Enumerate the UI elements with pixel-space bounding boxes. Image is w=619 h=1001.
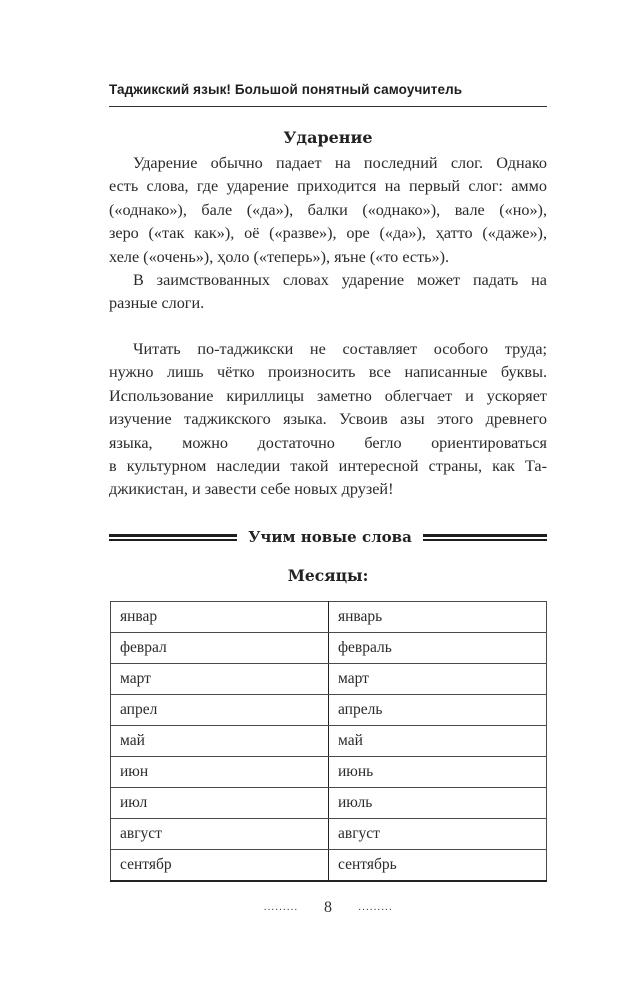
tajik-word: март xyxy=(111,664,329,695)
subsection-title: Месяцы: xyxy=(287,566,369,585)
section-divider xyxy=(109,525,547,549)
table-row xyxy=(111,850,547,882)
table-row xyxy=(111,819,547,850)
page-number: 8 xyxy=(324,899,332,916)
tajik-word: июл xyxy=(111,788,329,819)
russian-word: август xyxy=(329,819,547,850)
text-line: В заимствованных словах ударение может падать на xyxy=(133,271,547,289)
table-row xyxy=(111,695,547,726)
tajik-word: сентябр xyxy=(111,850,329,882)
text-line: Читать по-таджикски не составляет особого труда; xyxy=(133,340,547,358)
header-rule xyxy=(109,106,547,107)
paragraph-reading xyxy=(109,338,547,502)
text-line: в культурном наследии такой интересной страны, как Та- xyxy=(109,457,547,476)
text-line: хеле («очень»), ҳоло («теперь»), яъне («то есть»). xyxy=(109,247,450,266)
double-rule-left xyxy=(109,534,237,541)
divider-label: Учим новые слова xyxy=(248,528,412,546)
text-line: изучение таджикского языка. Усвоив азы этого древнего xyxy=(109,410,547,429)
text-line: зеро («так как»), оё («разве»), оре («да»), ҳатто («даже»), xyxy=(109,224,547,243)
text-line: джикистан, и завести себе новых друзей! xyxy=(109,480,394,499)
tajik-word: апрел xyxy=(111,695,329,726)
section-title: Ударение xyxy=(283,128,373,147)
table-row xyxy=(111,788,547,819)
text-line: Ударение обычно падает на последний слог. Однако xyxy=(133,154,547,172)
text-line: нужно лишь чётко произносить все написанные буквы. xyxy=(109,363,547,382)
tajik-word: феврал xyxy=(111,633,329,664)
russian-word: апрель xyxy=(329,695,547,726)
russian-word: сентябрь xyxy=(329,850,547,882)
double-rule-right xyxy=(423,534,547,541)
text-line: Использование кириллицы заметно облегчает и ускоряет xyxy=(109,386,547,405)
paragraph-loanwords xyxy=(109,269,547,316)
months-table xyxy=(110,601,547,882)
table-row xyxy=(111,757,547,788)
page-footer xyxy=(109,899,547,917)
footer-dots-left: ········· xyxy=(263,904,298,916)
table-row xyxy=(111,602,547,633)
russian-word: март xyxy=(329,664,547,695)
tajik-word: январ xyxy=(111,602,329,633)
table-row xyxy=(111,726,547,757)
footer-dots-right: ········· xyxy=(358,904,393,916)
russian-word: январь xyxy=(329,602,547,633)
tajik-word: июн xyxy=(111,757,329,788)
russian-word: июнь xyxy=(329,757,547,788)
russian-word: июль xyxy=(329,788,547,819)
russian-word: май xyxy=(329,726,547,757)
text-line: языка, можно достаточно бегло ориентироваться xyxy=(109,433,547,452)
text-line: есть слова, где ударение приходится на первый слог: аммо xyxy=(109,177,547,196)
text-line: разные слоги. xyxy=(109,294,205,313)
table-row xyxy=(111,664,547,695)
paragraph-stress-rules xyxy=(109,152,547,269)
table-row xyxy=(111,633,547,664)
running-head: Таджикский язык! Большой понятный самоучитель xyxy=(109,82,463,97)
tajik-word: август xyxy=(111,819,329,850)
tajik-word: май xyxy=(111,726,329,757)
text-line: («однако»), бале («да»), балки («однако»), вале («но»), xyxy=(109,200,547,219)
russian-word: февраль xyxy=(329,633,547,664)
